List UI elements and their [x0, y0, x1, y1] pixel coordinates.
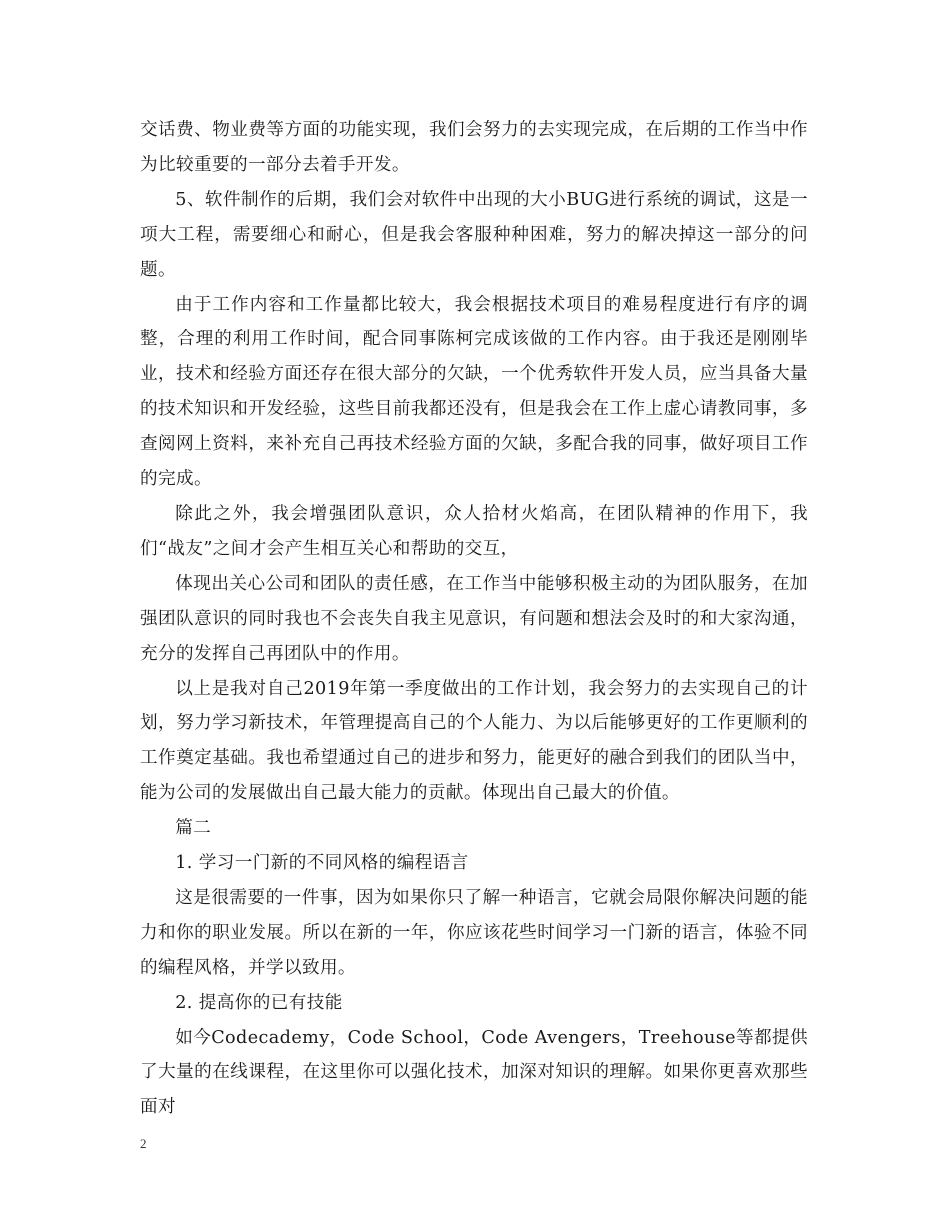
- page-number: 2: [140, 1136, 147, 1151]
- list-item-heading: 2. 提高你的已有技能: [175, 992, 343, 1013]
- paragraph: 这是很需要的一件事，因为如果你只了解一种语言，它就会局限你解决问题的能力和你的职业发展。所以在新的一年，你应该花些时间学习一门新的语言，体验不同的编程风格，并学以致用。: [140, 887, 808, 978]
- paragraph: 除此之外，我会增强团队意识，众人拾材火焰高，在团队精神的作用下，我们“战友”之间才会产生相互关心和帮助的交互，: [140, 503, 808, 559]
- paragraph: 交话费、物业费等方面的功能实现，我们会努力的去实现完成，在后期的工作当中作为比较重要的一部分去着手开发。: [140, 120, 808, 175]
- document-body: [140, 113, 808, 1125]
- paragraph: 以上是我对自己2019年第一季度做出的工作计划，我会努力的去实现自己的计划，努力学习新技术，年管理提高自己的个人能力、为以后能够更好的工作更顺利的工作奠定基础。我也希望通过自己的进步和努力，能更好的融合到我们的团队当中，能为公司的发展做出自己最大能力的贡献。体现出自己最大的价值。: [140, 678, 808, 804]
- paragraph: 5、软件制作的后期，我们会对软件中出现的大小BUG进行系统的调试，这是一项大工程，需要细心和耐心，但是我会客服种种困难，努力的解决掉这一部分的问题。: [140, 189, 808, 280]
- paragraph: 体现出关心公司和团队的责任感，在工作当中能够积极主动的为团队服务，在加强团队意识的同时我也不会丧失自我主见意识，有问题和想法会及时的和大家沟通，充分的发挥自己再团队中的作用。: [140, 573, 808, 664]
- paragraph: 由于工作内容和工作量都比较大，我会根据技术项目的难易程度进行有序的调整，合理的利用工作时间，配合同事陈柯完成该做的工作内容。由于我还是刚刚毕业，技术和经验方面还存在很大部分的欠缺，一个优秀软件开发人员，应当具备大量的技术知识和开发经验，这些目前我都还没有，但是我会在工作上虚心请教同事，多查阅网上资料，来补充自己再技术经验方面的欠缺，多配合我的同事，做好项目工作的完成。: [140, 294, 808, 490]
- section-heading: 篇二: [175, 818, 212, 839]
- paragraph: 如今Codecademy，Code School，Code Avengers，Treehouse等都提供了大量的在线课程，在这里你可以强化技术，加深对知识的理解。如果你更喜欢那些面对: [140, 1027, 808, 1118]
- list-item-heading: 1. 学习一门新的不同风格的编程语言: [175, 853, 469, 874]
